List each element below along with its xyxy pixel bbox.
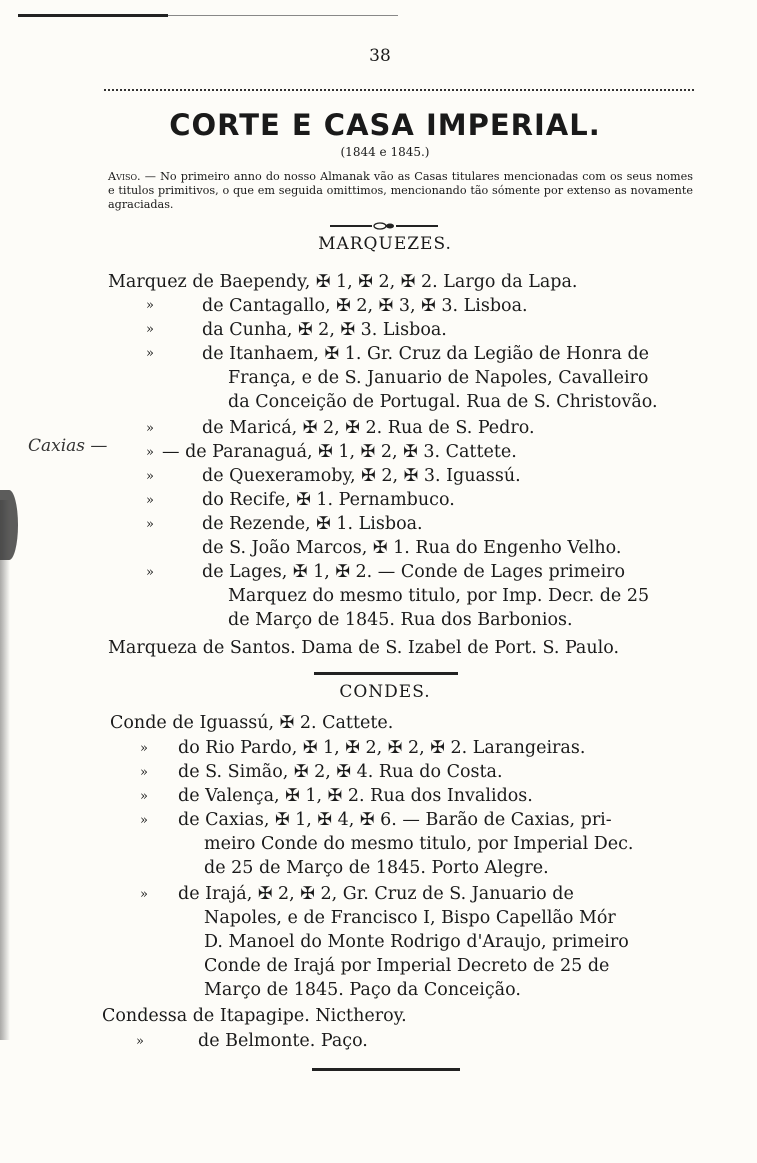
entry-line: de Rezende, ✠ 1. Lisboa.: [202, 514, 423, 534]
entry-line: Napoles, e de Francisco I, Bispo Capellão Mór: [204, 908, 616, 928]
header-rule: [104, 89, 694, 91]
page-title: CORTE E CASA IMPERIAL.: [169, 108, 601, 142]
handwritten-margin-note: Caxias —: [28, 436, 108, 456]
entry-line: de 25 de Março de 1845. Porto Alegre.: [204, 858, 549, 878]
entry-line: meiro Conde do mesmo titulo, por Imperial Dec.: [204, 834, 634, 854]
notice: [108, 170, 693, 212]
entry-line: D. Manoel do Monte Rodrigo d'Araujo, primeiro: [204, 932, 629, 952]
entry-line: — de Paranaguá, ✠ 1, ✠ 2, ✠ 3. Cattete.: [162, 442, 517, 462]
entry-line: de S. Simão, ✠ 2, ✠ 4. Rua do Costa.: [178, 762, 503, 782]
entry-line: Marqueza de Santos. Dama de S. Izabel de Port. S. Paulo.: [108, 638, 620, 658]
ditto-mark: »: [140, 813, 148, 828]
ditto-mark: »: [140, 789, 148, 804]
entry-line: Conde de Iguassú, ✠ 2. Cattete.: [110, 713, 394, 733]
entry-line: Março de 1845. Paço da Conceição.: [204, 980, 521, 1000]
entry-line: da Cunha, ✠ 2, ✠ 3. Lisboa.: [202, 320, 447, 340]
ditto-mark: »: [146, 298, 154, 313]
entry-line: de Irajá, ✠ 2, ✠ 2, Gr. Cruz de S. Januario de: [178, 884, 574, 904]
entry-line: de Cantagallo, ✠ 2, ✠ 3, ✠ 3. Lisboa.: [202, 296, 528, 316]
ditto-mark: »: [146, 469, 154, 484]
entry-line: de Maricá, ✠ 2, ✠ 2. Rua de S. Pedro.: [202, 418, 535, 438]
ditto-mark: »: [140, 765, 148, 780]
entry-line: do Recife, ✠ 1. Pernambuco.: [202, 490, 455, 510]
entry-line: de Março de 1845. Rua dos Barbonios.: [228, 610, 573, 630]
ditto-mark: »: [146, 445, 154, 460]
entry-line: de Valença, ✠ 1, ✠ 2. Rua dos Invalidos.: [178, 786, 533, 806]
ditto-mark: »: [140, 741, 148, 756]
entry-line: Conde de Irajá por Imperial Decreto de 25 de: [204, 956, 610, 976]
ditto-mark: »: [146, 421, 154, 436]
page-edge-shadow: [0, 500, 10, 1040]
entry-line: França, e de S. Januario de Napoles, Cavalleiro: [228, 368, 649, 388]
section-heading-condes: CONDES.: [339, 682, 431, 702]
entry-line: Marquez de Baependy, ✠ 1, ✠ 2, ✠ 2. Largo da Lapa.: [108, 272, 578, 292]
entry-line: de Belmonte. Paço.: [198, 1031, 368, 1051]
top-edge-rule: [18, 14, 168, 17]
section-rule-bottom: [312, 1068, 460, 1071]
ditto-mark: »: [146, 346, 154, 361]
ditto-mark: »: [136, 1034, 144, 1049]
ditto-mark: »: [146, 322, 154, 337]
ditto-mark: »: [146, 517, 154, 532]
entry-line: Condessa de Itapagipe. Nictheroy.: [102, 1006, 407, 1026]
entry-line: de Caxias, ✠ 1, ✠ 4, ✠ 6. — Barão de Caxias, pri-: [178, 810, 612, 830]
ditto-mark: »: [146, 565, 154, 580]
ditto-mark: »: [140, 887, 148, 902]
entry-line: da Conceição de Portugal. Rua de S. Christovão.: [228, 392, 658, 412]
page-edge-mark: [0, 490, 18, 560]
page-number: 38: [369, 46, 391, 66]
section-rule: [314, 672, 458, 675]
top-edge-rule-faint: [168, 15, 398, 16]
entry-line: do Rio Pardo, ✠ 1, ✠ 2, ✠ 2, ✠ 2. Larangeiras.: [178, 738, 586, 758]
years: (1844 e 1845.): [340, 145, 430, 159]
section-heading-marquezes: MARQUEZES.: [318, 234, 452, 254]
entry-line: de Lages, ✠ 1, ✠ 2. — Conde de Lages primeiro: [202, 562, 626, 582]
ornament-divider: [330, 220, 438, 232]
ditto-mark: »: [146, 493, 154, 508]
entry-line: de Quexeramoby, ✠ 2, ✠ 3. Iguassú.: [202, 466, 521, 486]
notice-text: — No primeiro anno do nosso Almanak vão as Casas titulares mencionadas com os seus nomes e titulos primitivos, o que em seguida omittimos, mencionando tão sómente por extenso as novamente agraciadas.: [108, 170, 693, 212]
entry-line: Marquez do mesmo titulo, por Imp. Decr. de 25: [228, 586, 650, 606]
notice-label: Aviso.: [108, 170, 141, 184]
entry-line: de S. João Marcos, ✠ 1. Rua do Engenho Velho.: [202, 538, 622, 558]
entry-line: de Itanhaem, ✠ 1. Gr. Cruz da Legião de Honra de: [202, 344, 650, 364]
